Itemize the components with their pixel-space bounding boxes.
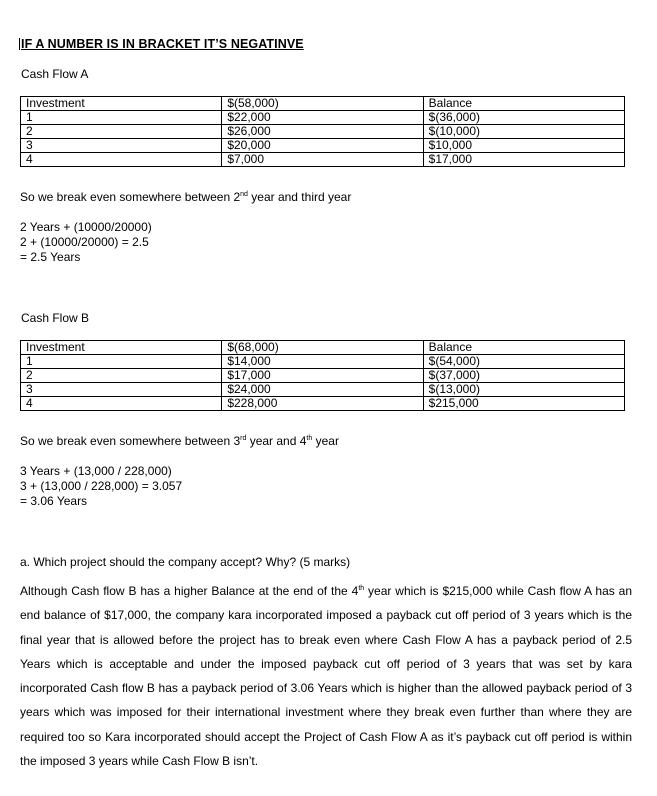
calc-line-a-2: 2 + (10000/20000) = 2.5 [20,235,149,249]
table-cell: 2 [21,369,222,383]
text-run: year which is $215,000 while Cash flow A has an end balance of $17,000, the company kara incorporated imposed a payback cut off period of 3 years which is the final year that is allowed before the project has to break even where Cash Flow A has a payback period of 2.5 Years which is acceptable and under the imposed payback cut off period of 3 years that was set by kara incorporated Cash flow B has a payback period of 3.06 Years which is higher than the allowed payback period of 3 years which was imposed for their international investment where they break even further than where they are required too so Kara incorporated should accept the Project of Cash Flow A as it’s payback cut off period is within the imposed 3 years while Cash Flow B isn’t. [20,584,633,769]
table-cell: $7,000 [222,153,423,167]
calc-line-a-1: 2 Years + (10000/20000) [20,220,152,234]
table-cell: 1 [21,111,222,125]
table-cell: $(68,000) [222,341,423,355]
table-cell: $17,000 [423,153,624,167]
superscript: th [358,585,365,592]
question-a: a. Which project should the company accept? Why? (5 marks) [20,555,351,569]
table-row [21,111,625,125]
text-run: year [312,434,339,448]
table-row [21,369,625,383]
table-row [21,383,625,397]
table-cell: $(10,000) [423,125,624,139]
table-row [21,153,625,167]
table-cell: $22,000 [222,111,423,125]
table-cell: Balance [423,341,624,355]
page-heading: IF A NUMBER IS IN BRACKET IT’S NEGATINVE [21,37,304,51]
table-cell: 1 [21,355,222,369]
table-header-row [21,341,625,355]
table-row [21,139,625,153]
break-even-statement-a [20,190,351,204]
text-run: year and 4 [246,434,307,448]
table-cell: Balance [423,97,624,111]
text-run: Although Cash flow B has a higher Balance at the end of the 4 [20,584,359,598]
table-cell: $10,000 [423,139,624,153]
break-even-statement-b [20,434,339,448]
table-cell: $26,000 [222,125,423,139]
table-cell: Investment [21,97,222,111]
text-run: So we break even somewhere between 2 [20,190,241,204]
calc-line-b-1: 3 Years + (13,000 / 228,000) [20,464,172,478]
table-header-row [21,97,625,111]
cash-flow-b-table [20,340,625,411]
superscript: rd [240,435,247,442]
table-cell: Investment [21,341,222,355]
calc-line-b-2: 3 + (13,000 / 228,000) = 3.057 [20,479,183,493]
superscript: nd [240,191,248,198]
table-row [21,397,625,411]
table-cell: $215,000 [423,397,624,411]
table-cell: $228,000 [222,397,423,411]
table-row [21,125,625,139]
text-cursor [19,38,20,50]
table-cell: $14,000 [222,355,423,369]
calc-line-b-3: = 3.06 Years [20,494,88,508]
calc-line-a-3: = 2.5 Years [20,250,81,264]
table-cell: 3 [21,139,222,153]
table-cell: $(54,000) [423,355,624,369]
table-cell: 4 [21,153,222,167]
table-cell: $(37,000) [423,369,624,383]
table-cell: $24,000 [222,383,423,397]
text-run: So we break even somewhere between 3 [20,434,241,448]
table-cell: $(58,000) [222,97,423,111]
table-cell: 4 [21,397,222,411]
table-cell: $(13,000) [423,383,624,397]
text-run: year and third year [247,190,352,204]
table-cell: $20,000 [222,139,423,153]
cash-flow-a-table [20,96,625,167]
table-cell: 2 [21,125,222,139]
answer-paragraph [20,579,632,773]
table-cell: $17,000 [222,369,423,383]
table-cell: $(36,000) [423,111,624,125]
superscript: th [306,435,313,442]
cash-flow-b-title: Cash Flow B [21,311,90,325]
table-row [21,355,625,369]
table-cell: 3 [21,383,222,397]
cash-flow-a-title: Cash Flow A [21,67,89,81]
